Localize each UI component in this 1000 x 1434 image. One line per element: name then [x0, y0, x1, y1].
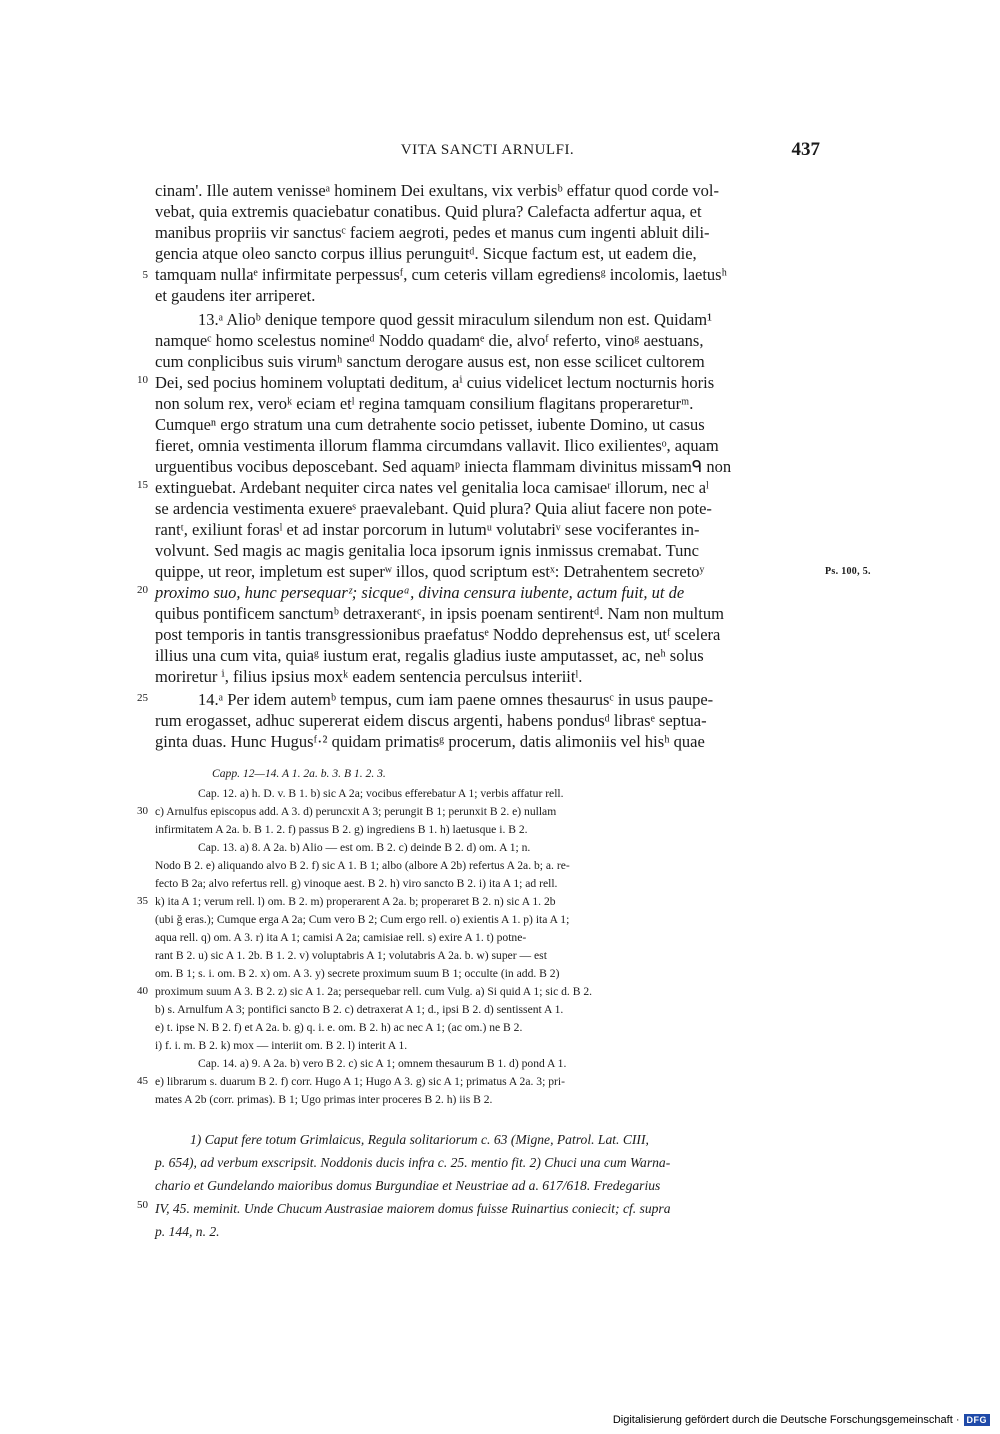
text-line: illius una cum vita, quiaᵍ iustum erat, regalis gladius iuste amputasset, ac, neʰ solus [155, 646, 704, 665]
line-number: 25 [137, 692, 148, 704]
footnote-line: chario et Gundelando maioribus domus Burgundiae et Neustriae ad a. 617/618. Fredegarius [155, 1178, 661, 1193]
text-line: rum erogasset, adhuc supererat eidem discus argenti, habens pondusᵈ librasᵉ septua- [155, 711, 707, 730]
apparatus-line: c) Arnulfus episcopus add. A 3. d) peruncxit A 3; perungit B 1; perunxit B 2. e) nullam [155, 805, 557, 818]
text-line: tamquam nullaᵉ infirmitate perpessusᶠ, cum ceteris villam egrediensᵍ incolomis, laetusʰ [155, 265, 727, 284]
line-number: 35 [137, 895, 148, 907]
text-line: proximo suo, hunc persequarᶻ; sicqueᵃ, divina censura iubente, actum fuit, ut de [155, 583, 685, 602]
text-line: se ardencia vestimenta exuereˢ praevalebant. Quid plura? Quia aliut facere non pote- [155, 499, 712, 518]
footnote-line: p. 654), ad verbum exscripsit. Noddonis ducis infra c. 25. mentio fit. 2) Chuci una cum Warna- [155, 1155, 671, 1170]
line-number: 10 [137, 374, 148, 386]
running-title: VITA SANCTI ARNULFI. [400, 142, 575, 158]
apparatus-line: Cap. 12. a) h. D. v. B 1. b) sic A 2a; vocibus efferebatur A 1; verbis affatur rell. [198, 787, 564, 800]
text-line: gencia atque oleo sancto corpus illius perunguitᵈ. Sicque factum est, ut eadem die, [155, 244, 697, 263]
apparatus-line: Cap. 13. a) 8. A 2a. b) Alio — est om. B 2. c) deinde B 2. d) om. A 1; n. [198, 841, 531, 854]
apparatus-line: fecto B 2a; alvo refertus rell. g) vinoque aest. B 2. h) viro sancto B 2. i) ita A 1; ad rell. [155, 877, 558, 890]
apparatus-line: Capp. 12—14. A 1. 2a. b. 3. B 1. 2. 3. [212, 767, 386, 780]
apparatus-line: Cap. 14. a) 9. A 2a. b) vero B 2. c) sic A 1; omnem thesaurum B 1. d) pond A 1. [198, 1057, 567, 1070]
apparatus-line: aqua rell. q) om. A 3. r) ita A 1; camisi A 2a; camisiae rell. s) exire A 1. t) potne- [155, 931, 527, 944]
line-number: 15 [137, 479, 148, 491]
text-line: volvunt. Sed magis ac magis genitalia loca ipsorum ignis inmissus cremabat. Tunc [155, 541, 699, 560]
text-line: quibus pontificem sanctumᵇ detraxerantᶜ, in ipsis poenam sentirentᵈ. Nam non multum [155, 604, 724, 623]
line-number: 50 [137, 1199, 148, 1211]
apparatus-line: i) f. i. m. B 2. k) mox — interiit om. B 2. l) interit A 1. [155, 1039, 408, 1052]
text-line: namqueᶜ homo scelestus nomineᵈ Noddo quadamᵉ die, alvoᶠ referto, vinoᵍ aestuans, [155, 331, 704, 350]
apparatus-line: b) s. Arnulfum A 3; pontifici sancto B 2. c) detraxerat A 1; d., ipsi B 2. d) sentissent A 1. [155, 1003, 564, 1016]
text-line: moriretur ⁱ, filius ipsius moxᵏ eadem sentencia perculsus interiitˡ. [155, 667, 583, 686]
text-line: rantᵗ, exiliunt forasˡ et ad instar porcorum in lutumᵘ volutabriᵛ sese vociferantes in- [155, 520, 700, 539]
line-number: 40 [137, 985, 148, 997]
text-line: post temporis in tantis transgressionibus praefatusᵉ Noddo deprehensus est, utᶠ scelera [155, 625, 721, 644]
apparatus-line: Nodo B 2. e) aliquando alvo B 2. f) sic A 1. B 1; albo (albore A 2b) refertus A 2a. b; a. re- [155, 859, 570, 872]
apparatus-line: infirmitatem A 2a. b. B 1. 2. f) passus B 2. g) ingrediens B 1. h) laetusque i. B 2. [155, 823, 528, 836]
footnote-line: IV, 45. meminit. Unde Chucum Austrasiae maiorem domus fuisse Ruinartius coniecit; cf. supra [155, 1201, 671, 1216]
text-line: urguentibus vocibus deposcebant. Sed aquamᵖ iniecta flammam divinitus missamᑫ non [155, 457, 732, 476]
apparatus-line: k) ita A 1; verum rell. l) om. B 2. m) properarent A 2a. b; properaret B 2. n) sic A 1. 2b [155, 895, 556, 908]
text-line: fieret, omnia vestimenta illorum flamma circumdans vallavit. Ilico exilientesᵒ, aquam [155, 436, 719, 455]
apparatus-line: (ubi ğ eras.); Cumque erga A 2a; Cum vero B 2; Cum ergo rell. o) exientis A 1. p) ita A 1; [155, 913, 570, 926]
page-header [155, 139, 820, 166]
digitization-credit [613, 1414, 990, 1426]
paragraph-13-start: 13.ᵃ Alioᵇ denique tempore quod gessit miraculum silendum non est. Quidam¹ [198, 310, 713, 329]
line-number: 30 [137, 805, 148, 817]
apparatus-line: proximum suum A 3. B 2. z) sic A 1. 2a; persequebar rell. cum Vulg. a) Si quid A 1; sic d. B 2. [155, 985, 593, 998]
line-number: 20 [137, 584, 148, 596]
text-line: non solum rex, veroᵏ eciam etˡ regina tamquam consilium flagitans properareturᵐ. [155, 394, 694, 413]
apparatus-line: rant B 2. u) sic A 1. 2b. B 1. 2. v) voluptabris A 1; volutabris A 2a. b. w) super — est [155, 949, 547, 962]
apparatus-line: om. B 1; s. i. om. B 2. x) om. A 3. y) secrete proximum suum B 1; occulte (in add. B 2) [155, 967, 560, 980]
paragraph-14-start: 14.ᵃ Per idem autemᵇ tempus, cum iam paene omnes thesaurusᶜ in usus paupe- [198, 690, 714, 709]
text-line: quippe, ut reor, impletum est superʷ illos, quod scriptum estˣ: Detrahentem secretoʸ [155, 562, 705, 581]
text-line: et gaudens iter arriperet. [155, 286, 316, 305]
margin-reference: Ps. 100, 5. [825, 566, 871, 577]
footnote-line: p. 144, n. 2. [155, 1224, 220, 1239]
credit-text: Digitalisierung gefördert durch die Deutsche Forschungsgemeinschaft · [612, 1414, 960, 1426]
page-number: 437 [791, 139, 820, 160]
footnote-line: 1) Caput fere totum Grimlaicus, Regula solitariorum c. 63 (Migne, Patrol. Lat. CIII, [190, 1132, 649, 1147]
apparatus-line: e) t. ipse N. B 2. f) et A 2a. b. g) q. i. e. om. B 2. h) ac nec A 1; (ac om.) ne B 2. [155, 1021, 523, 1034]
text-line: manibus propriis vir sanctusᶜ faciem aegroti, pedes et manus cum ingenti abluit dili- [155, 223, 710, 242]
dfg-logo: DFG [964, 1414, 991, 1426]
apparatus-line: e) librarum s. duarum B 2. f) corr. Hugo A 1; Hugo A 3. g) sic A 1; primatus A 2a. 3; pri- [155, 1075, 565, 1088]
text-line: Cumqueⁿ ergo stratum una cum detrahente socio petisset, iubente Domino, ut casus [155, 415, 705, 434]
text-line: vebat, quia extremis quaciebatur conatibus. Quid plura? Calefacta adfertur aqua, et [155, 202, 702, 221]
line-number: 5 [142, 269, 148, 281]
text-line: Dei, sed pocius hominem voluptati deditum, aⁱ cuius videlicet lectum nocturnis horis [155, 373, 715, 392]
text-line: extinguebat. Ardebant nequiter circa nates vel genitalia loca camisaeʳ illorum, nec aˡ [155, 478, 709, 497]
line-number: 45 [137, 1075, 148, 1087]
text-line: cinam'. Ille autem venisseᵃ hominem Dei exultans, vix verbisᵇ effatur quod corde vol- [155, 181, 719, 200]
apparatus-line: mates A 2b (corr. primas). B 1; Ugo primas inter proceres B 2. h) iis B 2. [155, 1093, 493, 1106]
text-line: ginta duas. Hunc Hugusᶠ·² quidam primatisᵍ procerum, datis alimoniis vel hisʰ quae [155, 732, 705, 751]
text-line: cum conplicibus suis virumʰ sanctum derogare ausus est, non esse scilicet cultorem [155, 352, 705, 371]
